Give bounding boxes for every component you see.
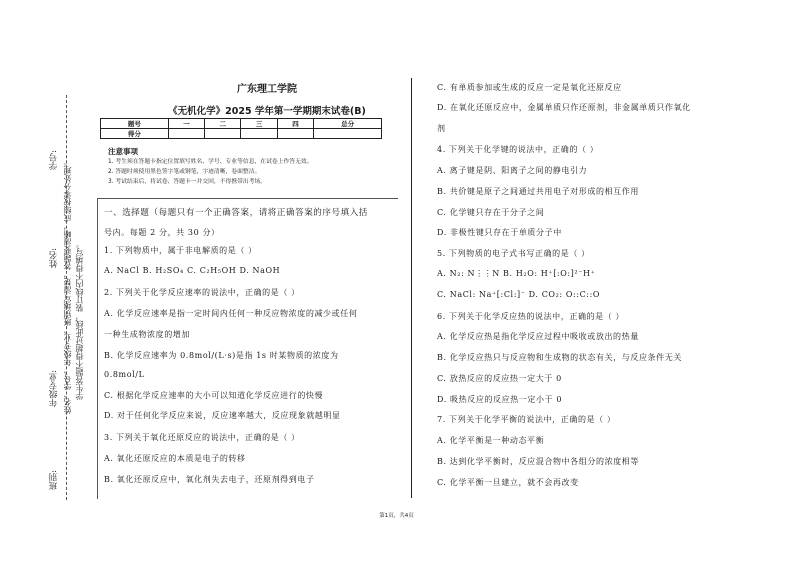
question-line: 2. 下列关于化学反应速率的说法中，正确的是（ ）: [104, 288, 300, 297]
name-label-top: 姓名:: [49, 248, 59, 268]
student-id-label: 学号:: [49, 150, 59, 170]
exam-notes: [108, 146, 398, 187]
question-line: B. 氧化还原反应中，氧化剂失去电子，还原剂得到电子: [104, 475, 315, 484]
grade-major-label: 年级专业:: [49, 370, 59, 407]
question-line: 1. 下列物质中，属于非电解质的是（ ）: [104, 246, 257, 255]
question-line: A. 氧化还原反应的本质是电子的转移: [104, 454, 246, 463]
question-line: A. NaCl B. H₂SO₄ C. C₂H₅OH D. NaOH: [104, 266, 281, 275]
question-line: 号内。每题 2 分，共 30 分）: [104, 228, 220, 237]
question-line: D. 在氧化还原反应中，金属单质只作还原剂，非金属单质只作氧化: [437, 103, 691, 112]
question-line: 4. 下列关于化学键的说法中，正确的（ ）: [437, 145, 599, 154]
question-line: B. 共价键是原子之间通过共用电子对形成的相互作用: [437, 187, 639, 196]
notes-title: 注意事项: [108, 147, 138, 156]
question-line: C. 化学平衡一旦建立，就不会再改变: [437, 478, 579, 487]
question-line: D. 吸热反应的反应热一定小于 0: [437, 395, 563, 404]
note-item: 2. 答题时须使用黑色签字笔或钢笔，字迹清晰，卷面整洁。: [108, 169, 261, 175]
score-cell: 四: [277, 119, 313, 129]
score-blank: [168, 129, 204, 139]
binding-line: [66, 95, 67, 500]
score-table: [100, 118, 382, 139]
question-line: 6. 下列关于化学反应热的说法中，正确的是（ ）: [437, 312, 625, 321]
question-line: A. 离子键是阴、阳离子之间的静电引力: [437, 166, 588, 175]
question-line: B. 化学反应速率为 0.8mol/(L·s)是指 1s 时某物质的浓度为: [104, 351, 339, 360]
question-line: 一种生成物浓度的增加: [104, 330, 190, 339]
exam-title: 《无机化学》2025 学年第一学期期末试卷(B): [168, 106, 366, 117]
question-line: C. 放热反应的反应热一定大于 0: [437, 374, 562, 383]
score-cell: 三: [241, 119, 277, 129]
score-blank: [241, 129, 277, 139]
score-blank: [205, 129, 241, 139]
score-cell: 题号: [101, 119, 169, 129]
question-line: A. 化学反应热是指化学反应过程中吸收或放出的热量: [437, 332, 639, 341]
question-line: 7. 下列关于化学平衡的说法中，正确的是（ ）: [437, 415, 616, 424]
column-divider: [411, 78, 412, 498]
score-table-header-row: [101, 119, 382, 129]
binding-instruction: 姓名、学号、年级专业、班别填写清楚，答题要清晰，成绩按零分处理。: [63, 158, 72, 414]
page-number: 第1页，共4页: [379, 513, 414, 519]
score-row-label: 得分: [101, 129, 169, 139]
question-line: 5. 下列物质的电子式书写正确的是（ ）: [437, 249, 590, 258]
question-line: 一、选择题（每题只有一个正确答案，请将正确答案的序号填入括: [104, 208, 368, 218]
question-line: C. 化学键只存在于分子之间: [437, 208, 545, 217]
score-blank: [314, 129, 382, 139]
class-label: 班别:: [49, 470, 59, 490]
question-line: A. N₂: N⋮⋮N B. H₂O: H⁺[:O:]²⁻H⁺: [437, 269, 596, 278]
question-line: 0.8mol/L: [104, 370, 145, 379]
score-cell: 总分: [314, 119, 382, 129]
note-item: 3. 考试结束后，将试卷、答题卡一并交回，不得携带出考场。: [108, 179, 267, 185]
score-blank: [277, 129, 313, 139]
question-line: A. 化学平衡是一种动态平衡: [437, 436, 545, 445]
binding-warning: 学生答题不得超过此线，装订线内不得填写。: [75, 240, 84, 400]
question-line: C. 有单质参加或生成的反应一定是氧化还原反应: [437, 83, 622, 92]
question-line: D. 非极性键只存在于单质分子中: [437, 228, 562, 237]
score-cell: 一: [168, 119, 204, 129]
question-line: B. 达到化学平衡时，反应混合物中各组分的浓度相等: [437, 457, 639, 466]
question-line: D. 对于任何化学反应来说，反应速率越大，反应现象就越明显: [104, 411, 341, 420]
question-line: 3. 下列关于氧化还原反应的说法中，正确的是（ ）: [104, 433, 300, 442]
question-line: C. 根据化学反应速率的大小可以知道化学反应进行的快慢: [104, 391, 324, 400]
exam-header: [97, 80, 397, 117]
score-table-score-row: [101, 129, 382, 139]
question-line: A. 化学反应速率是指一定时间内任何一种反应物浓度的减少或任何: [104, 309, 358, 318]
note-item: 1. 考生须在答题卡指定位置填写姓名、学号、专业等信息，在试卷上作答无效。: [108, 159, 313, 165]
question-line: C. NaCl: Na⁺[:Cl:]⁻ D. CO₂: O::C::O: [437, 290, 601, 299]
question-line: 剂: [437, 124, 446, 133]
score-cell: 二: [205, 119, 241, 129]
question-line: B. 化学反应热只与反应物和生成物的状态有关，与反应条件无关: [437, 353, 682, 362]
school-name: 广东理工学院: [237, 84, 297, 95]
